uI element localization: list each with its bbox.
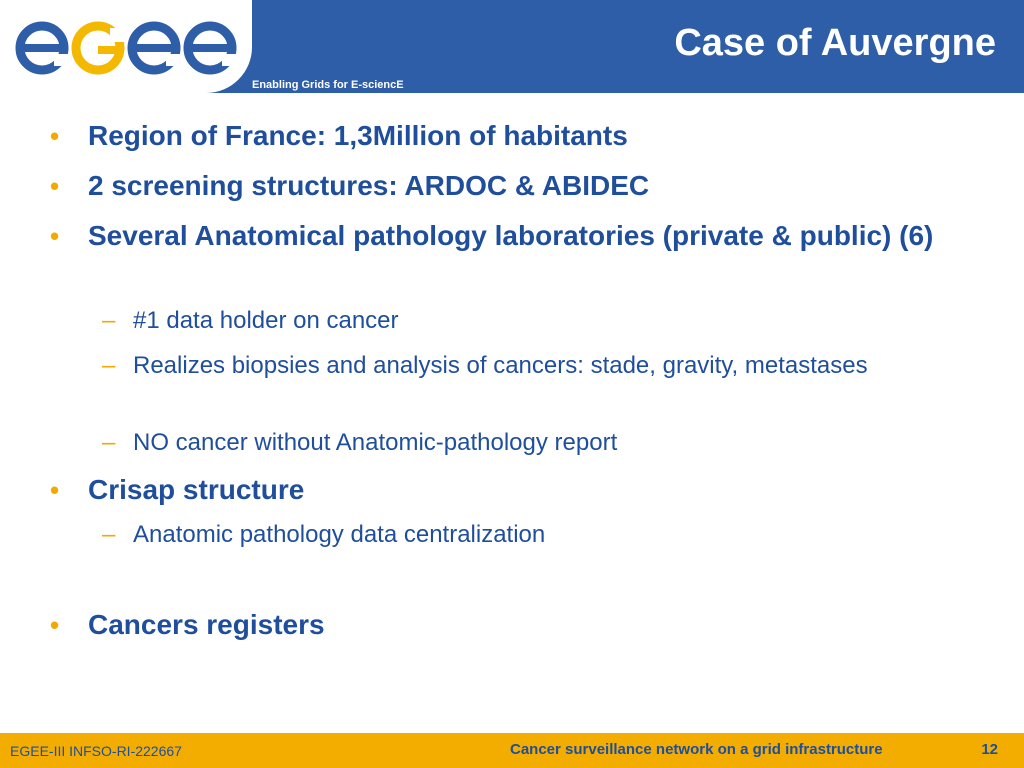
logo-letter-e1 xyxy=(20,26,70,70)
bullet-text: Region of France: 1,3Million of habitants xyxy=(88,120,628,151)
bullet-text: Cancers registers xyxy=(88,609,325,640)
tagline: Enabling Grids for E-sciencE xyxy=(252,79,404,91)
bullet-laboratories xyxy=(50,218,970,254)
sub-bullet-data-holder xyxy=(102,304,962,338)
bullet-dot: • xyxy=(50,171,60,201)
logo-plate xyxy=(0,0,252,93)
bullet-region xyxy=(50,118,970,154)
logo-letter-g xyxy=(76,26,126,70)
sub-bullet-text: Realizes biopsies and analysis of cancers: stade, gravity, metastases xyxy=(133,352,868,379)
sub-bullet-text: #1 data holder on cancer xyxy=(133,307,399,334)
bullet-text: 2 screening structures: ARDOC & ABIDEC xyxy=(88,170,650,201)
bullet-dot: • xyxy=(50,610,60,640)
bullet-dot: • xyxy=(50,475,60,505)
bullet-text: Several Anatomical pathology laboratories (private & public) (6) xyxy=(88,220,934,251)
footer-page-number: 12 xyxy=(981,741,998,758)
sub-bullet-biopsies xyxy=(102,349,962,383)
bullet-dot: • xyxy=(50,221,60,251)
bullet-dot: • xyxy=(50,121,60,151)
sub-bullet-text: Anatomic pathology data centralization xyxy=(133,521,546,548)
sub-bullet-centralization xyxy=(102,518,962,552)
bullet-screening xyxy=(50,168,970,204)
bullet-registers xyxy=(50,607,970,643)
footer-presentation-title: Cancer surveillance network on a grid infrastructure xyxy=(510,741,883,758)
sub-bullet-dash: – xyxy=(102,429,116,456)
sub-bullet-dash: – xyxy=(102,307,116,334)
sub-bullet-report xyxy=(102,426,962,460)
egee-logo xyxy=(14,18,240,78)
logo-letter-e3 xyxy=(188,26,238,70)
footer-project-code: EGEE-III INFSO-RI-222667 xyxy=(10,743,182,759)
sub-bullet-dash: – xyxy=(102,352,116,379)
bullet-text: Crisap structure xyxy=(88,474,305,505)
sub-bullet-dash: – xyxy=(102,521,116,548)
bullet-crisap xyxy=(50,472,970,508)
slide-title: Case of Auvergne xyxy=(674,22,996,64)
sub-bullet-text: NO cancer without Anatomic-pathology report xyxy=(133,429,618,456)
logo-letter-e2 xyxy=(132,26,182,70)
